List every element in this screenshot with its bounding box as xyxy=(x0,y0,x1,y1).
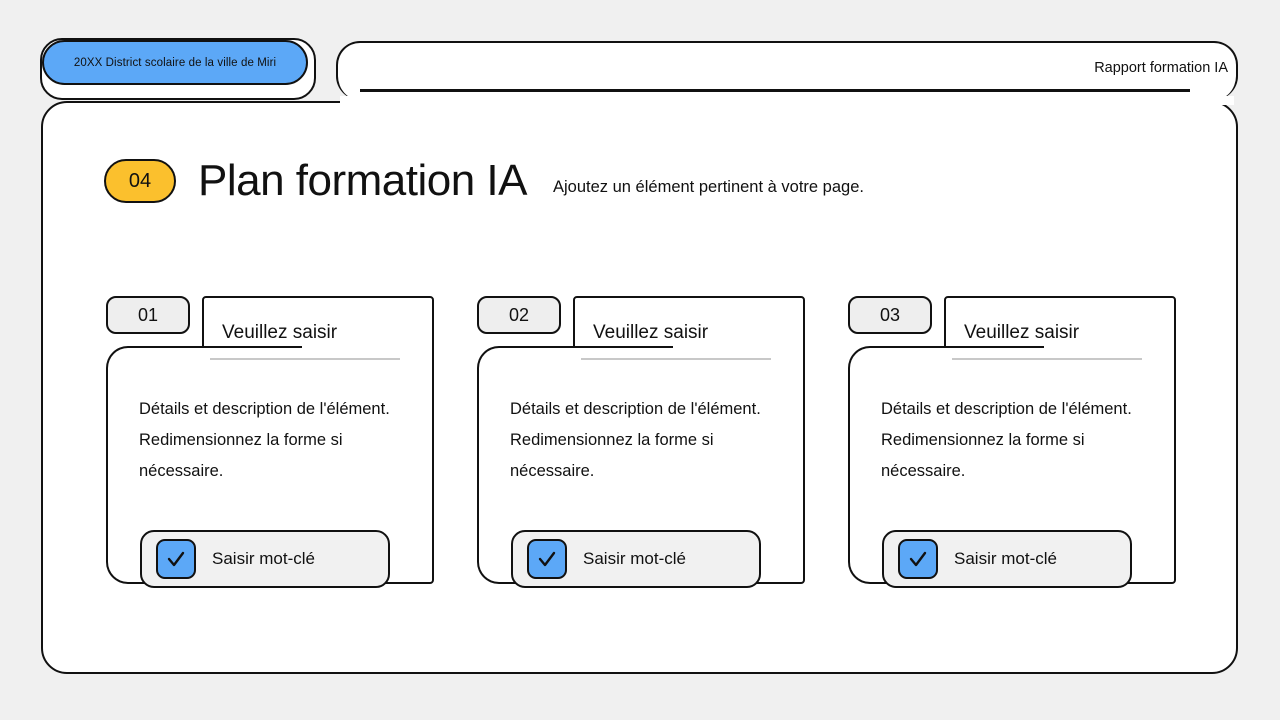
card-number-badge: 03 xyxy=(848,296,932,334)
page-subtitle: Ajoutez un élément pertinent à votre page. xyxy=(553,177,864,196)
section-number-badge: 04 xyxy=(104,159,176,203)
check-icon xyxy=(898,539,938,579)
card-number-badge: 02 xyxy=(477,296,561,334)
card-heading: Veuillez saisir xyxy=(222,322,338,343)
check-icon xyxy=(527,539,567,579)
card-description: Détails et description de l'élément. Redimensionnez la forme si nécessaire. xyxy=(139,400,390,480)
district-tab[interactable] xyxy=(42,40,308,85)
keyword-chip[interactable] xyxy=(511,530,761,588)
card-heading: Veuillez saisir xyxy=(593,322,709,343)
keyword-label: Saisir mot-clé xyxy=(212,549,315,568)
card-item xyxy=(848,296,1176,606)
card-heading-divider xyxy=(952,358,1142,360)
page-title-row xyxy=(104,156,864,206)
header-title: Rapport formation IA xyxy=(1094,60,1228,76)
header-divider xyxy=(360,89,1190,92)
keyword-label: Saisir mot-clé xyxy=(954,549,1057,568)
card-heading-divider xyxy=(210,358,400,360)
card-group xyxy=(106,296,1174,606)
frame-merge-mask xyxy=(340,96,1234,105)
page-title: Plan formation IA xyxy=(198,156,527,205)
keyword-chip[interactable] xyxy=(882,530,1132,588)
keyword-label: Saisir mot-clé xyxy=(583,549,686,568)
keyword-chip[interactable] xyxy=(140,530,390,588)
card-item xyxy=(106,296,434,606)
district-tab-label: 20XX District scolaire de la ville de Miri xyxy=(73,56,277,69)
card-heading-divider xyxy=(581,358,771,360)
card-description: Détails et description de l'élément. Redimensionnez la forme si nécessaire. xyxy=(881,400,1132,480)
card-item xyxy=(477,296,805,606)
card-description: Détails et description de l'élément. Redimensionnez la forme si nécessaire. xyxy=(510,400,761,480)
card-number-badge: 01 xyxy=(106,296,190,334)
card-heading: Veuillez saisir xyxy=(964,322,1080,343)
check-icon xyxy=(156,539,196,579)
